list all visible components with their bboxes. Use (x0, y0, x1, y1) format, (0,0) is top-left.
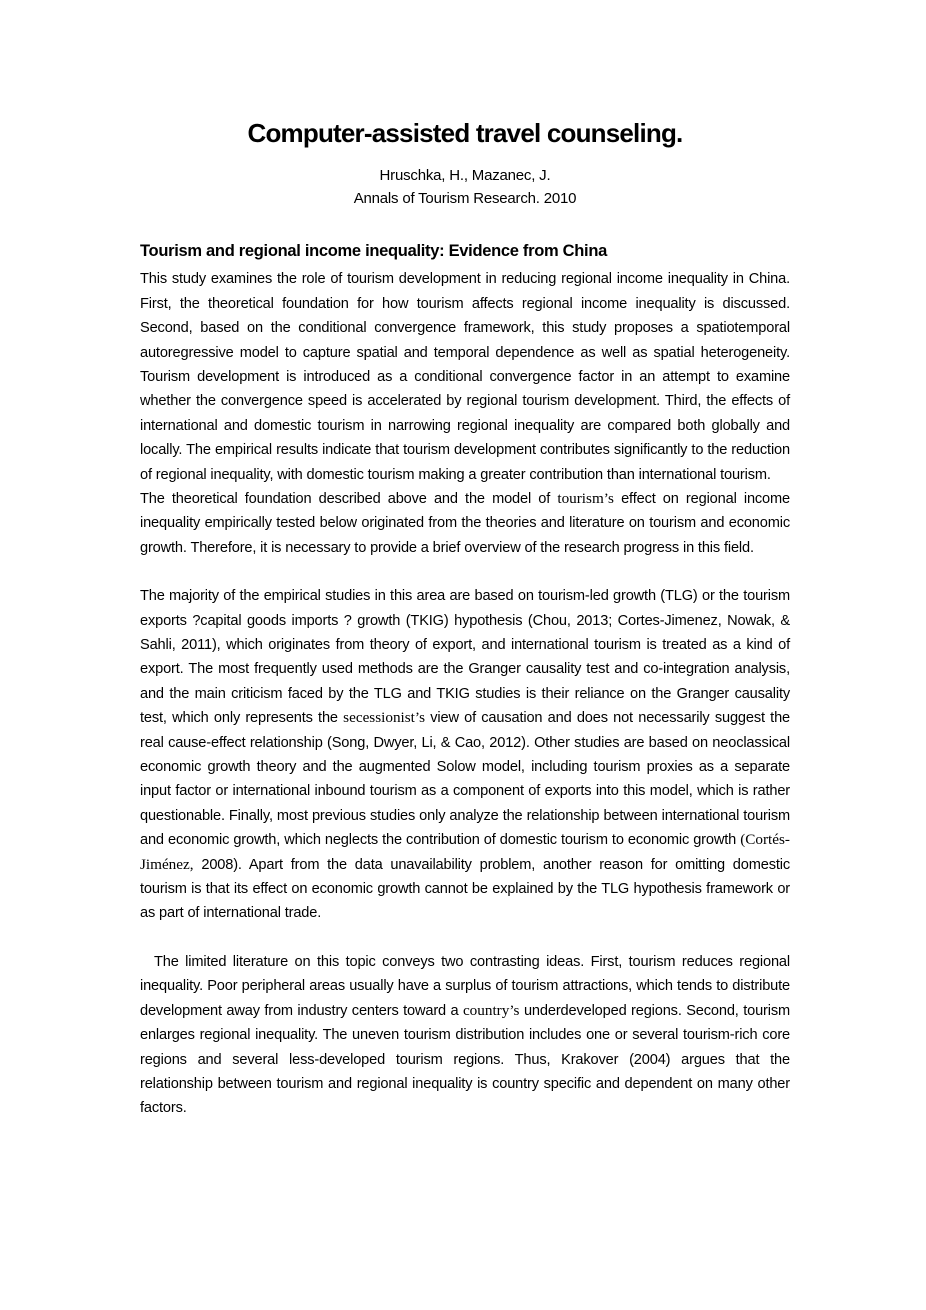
serif-text-segment: country’s (462, 1001, 520, 1019)
serif-text-segment: tourism’s (557, 489, 614, 507)
paragraph (140, 950, 790, 1121)
paper-title: Computer-assisted travel counseling. (247, 118, 683, 148)
paper-source: Annals of Tourism Research. 2010 (353, 189, 577, 207)
paragraph (140, 487, 790, 560)
text-segment: underdeveloped regions. Second, tourism enlarges regional inequality. The uneven tourism distribution includes one or several tourism-rich core regions and several less-developed tourism regions. Thus, Krakover (2004) argues that the relationship between tourism and regional inequality is country specific and dependent on many other factors. (140, 1002, 790, 1117)
paragraph (140, 267, 790, 487)
text-segment: view of causation and does not necessarily suggest the real cause-effect relationship (Song, Dwyer, Li, & Cao, 2012). Other studies are based on neoclassical economic growth theory and the augmented Solow model, including tourism proxies as a separate input factor or international inbound tourism as a component of exports into this model, which is rather questionable. Finally, most previous studies only analyze the relationship between international tourism and economic growth, which neglects the contribution of domestic tourism to economic growth (140, 710, 791, 849)
text-segment: The theoretical foundation described above and the model of (140, 490, 558, 507)
text-segment: The majority of the empirical studies in this area are based on tourism-led growth (TLG) or the tourism exports ?capital goods imports ? growth (TKIG) hypothesis (Chou, 2013; Cortes-Jimenez, Nowak, & Sahli, 2011), which originates from theory of export, and international tourism is treated as a kind of export. The most frequently used methods are the Granger causality test and co-integration analysis, and the main criticism faced by the TLG and TKIG studies is their reliance on the Granger causality test, which only represents the (140, 588, 790, 727)
text-segment: 2008). Apart from the data unavailability problem, another reason for omitting domestic tourism is that its effect on economic growth cannot be explained by the TLG hypothesis framework or as part of international trade. (140, 856, 790, 922)
paper-authors: Hruschka, H., Mazanec, J. (379, 167, 551, 185)
section-heading: Tourism and regional income inequality: Evidence from China (140, 241, 607, 260)
text-segment: This study examines the role of tourism development in reducing regional income inequality in China. First, the theoretical foundation for how tourism affects regional income inequality is discussed. Second, based on the conditional convergence framework, this study proposes a spatiotemporal autoregressive model to capture spatial and temporal dependence as well as spatial heterogeneity. Tourism development is introduced as a conditional convergence factor in an attempt to examine whether the convergence speed is accelerated by regional tourism development. Third, the effects of international and domestic tourism in narrowing regional inequality are compared both globally and locally. The empirical results indicate that tourism development contributes significantly to the reduction of regional inequality, with domestic tourism making a greater contribution than international tourism. (140, 271, 790, 483)
text-segment: The limited literature on this topic conveys two contrasting ideas. First, tourism reduces regional inequality. Poor peripheral areas usually have a surplus of tourism attractions, which tends to distribute development away from industry centers toward a (140, 953, 790, 1019)
paper-header (140, 118, 790, 210)
text-segment: effect on regional income inequality empirically tested below originated from the theories and literature on tourism and economic growth. Therefore, it is necessary to provide a brief overview of the research progress in this field. (140, 490, 791, 556)
paragraph (140, 584, 790, 926)
serif-text-segment: secessionist’s (343, 709, 426, 727)
article-body (140, 267, 790, 1120)
serif-text-segment: (Cortés-Jiménez, (140, 831, 790, 873)
